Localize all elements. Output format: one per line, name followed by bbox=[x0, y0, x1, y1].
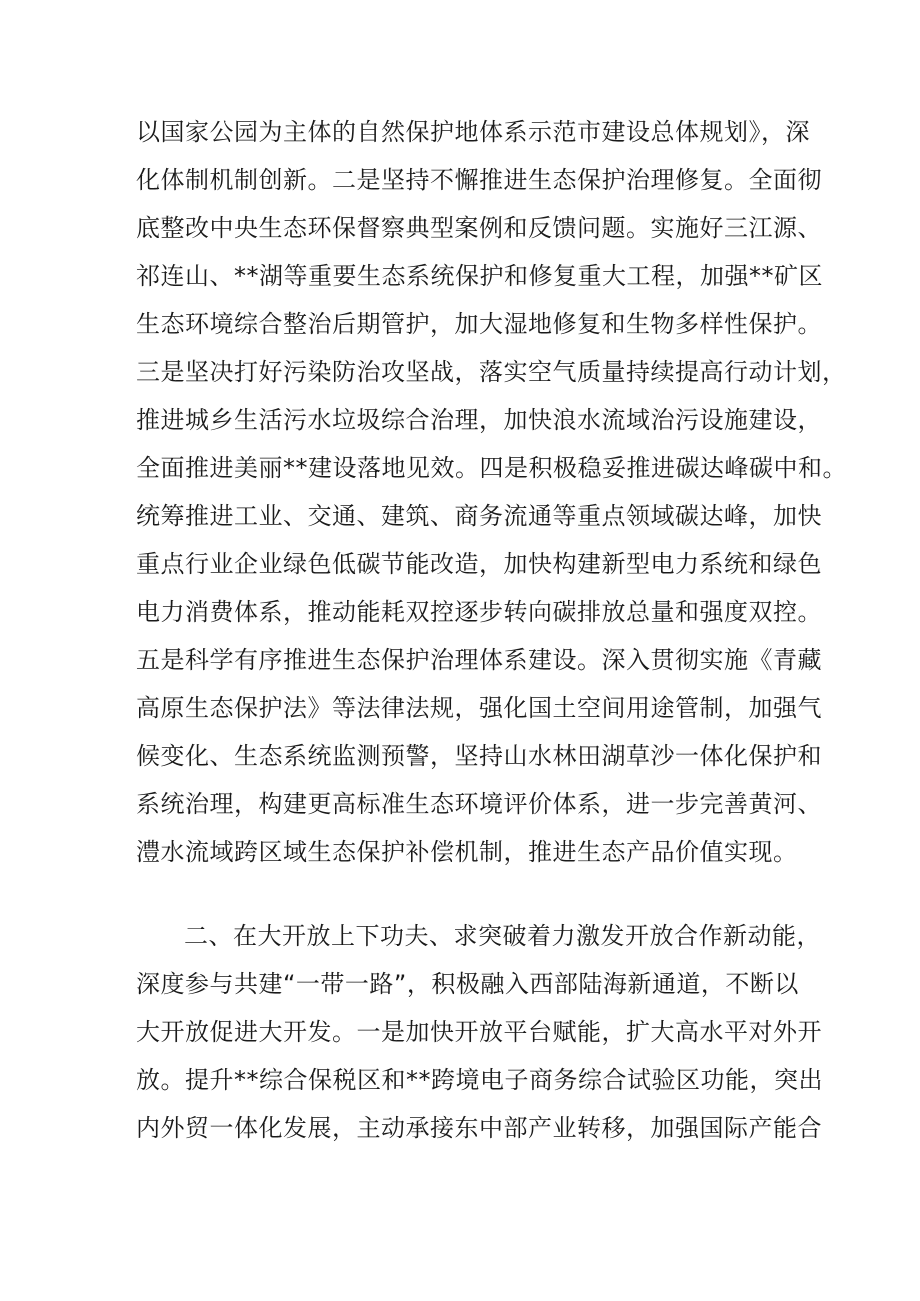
text-line: 三是坚决打好污染防治攻坚战，落实空气质量持续提高行动计划， bbox=[136, 358, 847, 386]
text-line: 以国家公园为主体的自然保护地体系示范市建设总体规划》，深 bbox=[136, 118, 810, 146]
text-line: 电力消费体系，推动能耗双控逐步转向碳排放总量和强度双控。 bbox=[136, 598, 822, 626]
text-line: 高原生态保护法》等法律法规，强化国土空间用途管制，加强气 bbox=[136, 694, 822, 722]
text-line: 澧水流域跨区域生态保护补偿机制，推进生态产品价值实现。 bbox=[136, 838, 798, 866]
text-line: 重点行业企业绿色低碳节能改造，加快构建新型电力系统和绿色 bbox=[136, 550, 822, 578]
text-line: 内外贸一体化发展，主动承接东中部产业转移，加强国际产能合 bbox=[136, 1114, 822, 1142]
text-line: 生态环境综合整治后期管护，加大湿地修复和生物多样性保护。 bbox=[136, 310, 822, 338]
text-line: 化体制机制创新。二是坚持不懈推进生态保护治理修复。全面彻 bbox=[136, 166, 822, 194]
text-line: 五是科学有序推进生态保护治理体系建设。深入贯彻实施《青藏 bbox=[136, 646, 822, 674]
text-line: 推进城乡生活污水垃圾综合治理，加快浪水流域治污设施建设， bbox=[136, 406, 822, 434]
section-heading-line: 二、在大开放上下功夫、求突破着力激发开放合作新动能， bbox=[184, 922, 821, 950]
text-line: 放。提升**综合保税区和**跨境电子商务综合试验区功能，突出 bbox=[136, 1066, 823, 1094]
text-line: 候变化、生态系统监测预警，坚持山水林田湖草沙一体化保护和 bbox=[136, 742, 822, 770]
text-line: 祁连山、**湖等重要生态系统保护和修复重大工程，加强**矿区 bbox=[136, 262, 823, 290]
text-line: 系统治理，构建更高标准生态环境评价体系，进一步完善黄河、 bbox=[136, 790, 822, 818]
text-line: 统筹推进工业、交通、建筑、商务流通等重点领域碳达峰，加快 bbox=[136, 502, 822, 530]
text-line: 底整改中央生态环保督察典型案例和反馈问题。实施好三江源、 bbox=[136, 214, 822, 242]
text-line: 大开放促进大开发。一是加快开放平台赋能，扩大高水平对外开 bbox=[136, 1018, 822, 1046]
text-line: 全面推进美丽**建设落地见效。四是积极稳妥推进碳达峰碳中和。 bbox=[136, 454, 847, 482]
text-line: 深度参与共建“一带一路”，积极融入西部陆海新通道，不断以 bbox=[136, 970, 799, 998]
